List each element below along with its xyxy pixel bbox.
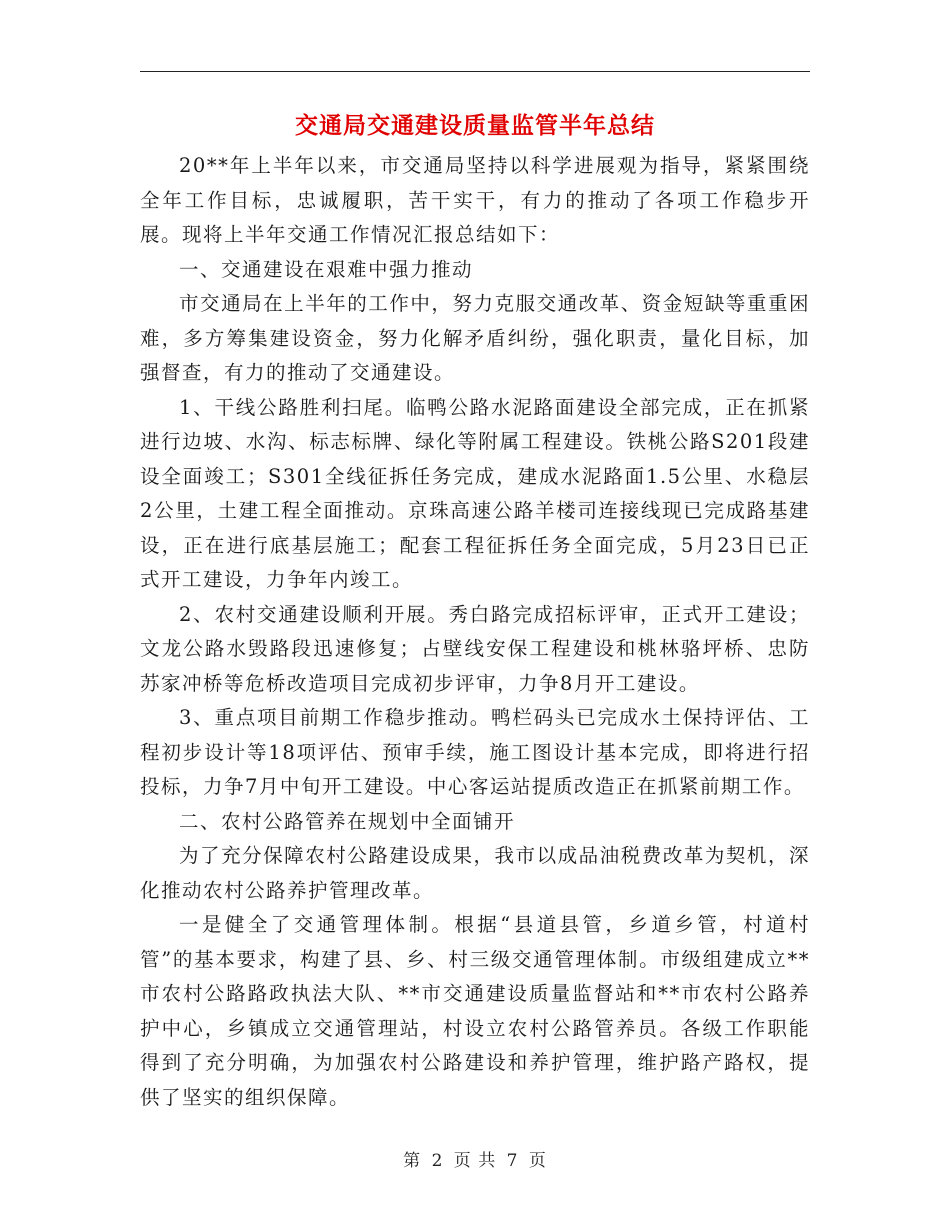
section-heading-2: 二、农村公路管养在规划中全面铺开 xyxy=(179,809,516,833)
paragraph-item-2: 2、农村交通建设顺利开展。秀白路完成招标评审，正式开工建设；文龙公路水毁路段迅速修复；占壁线安保工程建设和桃林骆坪桥、忠防苏家冲桥等危桥改造项目完成初步评审，力争8月开工建设。 xyxy=(140,602,810,695)
paragraph-item-1: 1、干线公路胜利扫尾。临鸭公路水泥路面建设全部完成，正在抓紧进行边坡、水沟、标志标牌、绿化等附属工程建设。铁桃公路S201段建设全面竣工；S301全线征拆任务完成，建成水泥路面1.5公里、水稳层2公里，土建工程全面推动。京珠高速公路羊楼司连接线现已完成路基建设，正在进行底基层施工；配套工程征拆任务全面完成，5月23日已正式开工建设，力争年内竣工。 xyxy=(140,395,810,591)
paragraph-section-1-intro: 市交通局在上半年的工作中，努力克服交通改革、资金短缺等重重困难，多方筹集建设资金，努力化解矛盾纠纷，强化职责，量化目标，加强督查，有力的推动了交通建设。 xyxy=(140,292,810,384)
document-title: 交通局交通建设质量监管半年总结 xyxy=(295,112,655,139)
document-body xyxy=(140,149,810,1115)
paragraph-point-1: 一是健全了交通管理体制。根据“县道县管，乡道乡管，村道村管”的基本要求，构建了县、乡、村三级交通管理体制。市级组建成立**市农村公路路政执法大队、**市交通建设质量监督站和**市农村公路养护中心，乡镇成立交通管理站，村设立农村公路管养员。各级工作职能得到了充分明确，为加强农村公路建设和养护管理，维护路产路权，提供了坚实的组织保障。 xyxy=(140,913,810,1109)
header-rule xyxy=(140,71,810,72)
footer-prefix: 第 xyxy=(403,1151,422,1171)
page-number: 2 xyxy=(431,1151,444,1171)
paragraph-intro: 20**年上半年以来，市交通局坚持以科学进展观为指导，紧紧围绕全年工作目标，忠诚履职，苦干实干，有力的推动了各项工作稳步开展。现将上半年交通工作情况汇报总结如下： xyxy=(140,154,810,246)
paragraph-item-3: 3、重点项目前期工作稳步推动。鸭栏码头已完成水土保持评估、工程初步设计等18项评估、预审手续，施工图设计基本完成，即将进行招投标，力争7月中旬开工建设。中心客运站提质改造正在抓紧前期工作。 xyxy=(140,706,810,798)
paragraph-section-2-intro: 为了充分保障农村公路建设成果，我市以成品油税费改革为契机，深化推动农村公路养护管理改革。 xyxy=(140,844,810,902)
footer-suffix: 页 xyxy=(528,1151,547,1171)
page-footer xyxy=(0,1146,950,1171)
page-total: 7 xyxy=(506,1151,519,1171)
footer-middle: 页 共 xyxy=(453,1151,497,1171)
section-heading-1: 一、交通建设在艰难中强力推动 xyxy=(179,257,474,281)
